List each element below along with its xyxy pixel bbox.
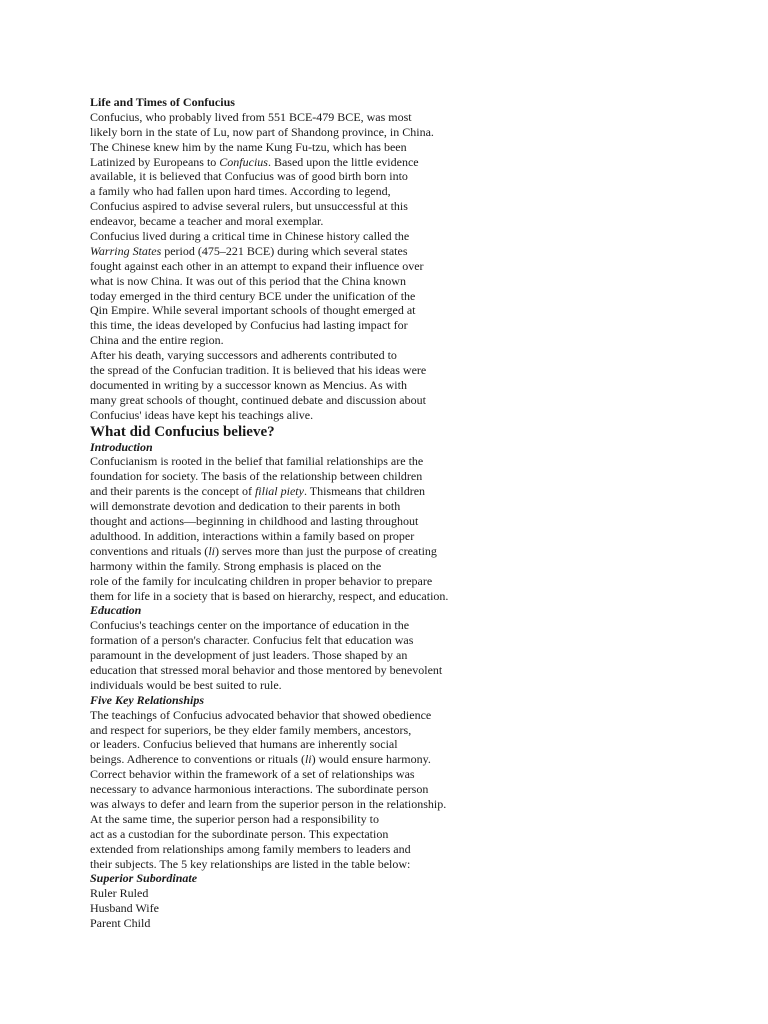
table-row: Ruler Ruled — [90, 886, 149, 901]
italic-term: li — [304, 752, 312, 767]
text-line: paramount in the development of just leaders. Those shaped by an — [90, 648, 408, 663]
education-section — [90, 603, 730, 692]
table-header: Superior Subordinate — [90, 871, 198, 886]
text-line: The Chinese knew him by the name Kung Fu-tzu, which has been — [90, 139, 407, 154]
text-line: education that stressed moral behavior and those mentored by benevolent — [90, 662, 443, 677]
text-line: Confucius' ideas have kept his teachings alive. — [90, 407, 314, 422]
text-line: Confucius aspired to advise several rulers, but unsuccessful at this — [90, 199, 408, 214]
text-line: China and the entire region. — [90, 333, 224, 348]
subsection-heading: Introduction — [90, 439, 153, 454]
text-line: will demonstrate devotion and dedication to their parents in both — [90, 499, 401, 514]
text-line: act as a custodian for the subordinate person. This expectation — [90, 826, 389, 841]
italic-term: filial piety — [254, 484, 304, 499]
text-line: adulthood. In addition, interactions within a family based on proper — [90, 528, 415, 543]
text-line: After his death, varying successors and adherents contributed to — [90, 348, 397, 363]
relationships-table — [90, 871, 730, 931]
text-line: harmony within the family. Strong emphasis is placed on the — [90, 558, 382, 573]
text-line: At the same time, the superior person had a responsibility to — [90, 811, 379, 826]
text-line: available, it is believed that Confucius was of good birth born into — [90, 169, 408, 184]
text-line: Qin Empire. While several important schools of thought emerged at — [90, 303, 416, 318]
text-line: necessary to advance harmonious interactions. The subordinate person — [90, 782, 429, 797]
introduction-section — [90, 440, 730, 604]
text-line: individuals would be best suited to rule. — [90, 677, 282, 692]
text-line: endeavor, became a teacher and moral exemplar. — [90, 214, 324, 229]
text-run: conventions and rituals ( — [90, 543, 209, 558]
text-run: ) would ensure harmony. — [311, 752, 431, 767]
table-row: Husband Wife — [90, 901, 159, 916]
text-run: and their parents is the concept of — [90, 484, 255, 499]
text-line: many great schools of thought, continued debate and discussion about — [90, 392, 426, 407]
text-line — [90, 155, 730, 170]
text-line: what is now China. It was out of this period that the China known — [90, 273, 406, 288]
text-line: Confucianism is rooted in the belief that familial relationships are the — [90, 454, 424, 469]
text-line — [90, 752, 730, 767]
text-line: documented in writing by a successor known as Mencius. As with — [90, 377, 407, 392]
text-line — [90, 544, 730, 559]
text-line: today emerged in the third century BCE under the unification of the — [90, 288, 416, 303]
text-line: foundation for society. The basis of the relationship between children — [90, 469, 423, 484]
text-run: . Based upon the little evidence — [267, 154, 419, 169]
section-heading: What did Confucius believe? — [90, 423, 275, 440]
text-run: Latinized by Europeans to — [90, 154, 220, 169]
text-run: ) serves more than just the purpose of creating — [214, 543, 437, 558]
italic-term: li — [208, 543, 215, 558]
text-line: the spread of the Confucian tradition. It is believed that his ideas were — [90, 363, 427, 378]
italic-term: Confucius — [219, 154, 268, 169]
text-line: them for life in a society that is based on hierarchy, respect, and education. — [90, 588, 449, 603]
five-key-section — [90, 693, 730, 872]
text-run: period (475–221 BCE) during which several states — [161, 243, 408, 258]
text-run: beings. Adherence to conventions or rituals ( — [90, 752, 305, 767]
text-line: Confucius lived during a critical time in Chinese history called the — [90, 229, 410, 244]
text-line: formation of a person's character. Confucius felt that education was — [90, 633, 414, 648]
document-page — [90, 95, 730, 931]
text-line: role of the family for inculcating children in proper behavior to prepare — [90, 573, 433, 588]
text-line: fought against each other in an attempt to expand their influence over — [90, 258, 424, 273]
text-line: Correct behavior within the framework of a set of relationships was — [90, 767, 415, 782]
text-line: a family who had fallen upon hard times. According to legend, — [90, 184, 391, 199]
text-line: thought and actions—beginning in childhood and lasting throughout — [90, 514, 419, 529]
text-run: . Thismeans that children — [303, 484, 426, 499]
text-line — [90, 244, 730, 259]
italic-term: Warring States — [90, 243, 162, 258]
table-row: Parent Child — [90, 916, 151, 931]
text-line: this time, the ideas developed by Confucius had lasting impact for — [90, 318, 408, 333]
text-line: their subjects. The 5 key relationships are listed in the table below: — [90, 856, 411, 871]
text-line: Confucius, who probably lived from 551 BCE-479 BCE, was most — [90, 109, 412, 124]
document-title: Life and Times of Confucius — [90, 95, 235, 109]
text-line: was always to defer and learn from the superior person in the relationship. — [90, 796, 447, 811]
subsection-heading: Education — [90, 603, 142, 618]
text-line: likely born in the state of Lu, now part of Shandong province, in China. — [90, 124, 434, 139]
text-line: The teachings of Confucius advocated behavior that showed obedience — [90, 707, 432, 722]
text-line — [90, 484, 730, 499]
text-line: or leaders. Confucius believed that humans are inherently social — [90, 737, 398, 752]
text-line: Confucius's teachings center on the importance of education in the — [90, 618, 410, 633]
intro-paragraph — [90, 110, 730, 423]
text-line: extended from relationships among family members to leaders and — [90, 841, 411, 856]
text-line: and respect for superiors, be they elder family members, ancestors, — [90, 722, 412, 737]
subsection-heading: Five Key Relationships — [90, 692, 204, 707]
